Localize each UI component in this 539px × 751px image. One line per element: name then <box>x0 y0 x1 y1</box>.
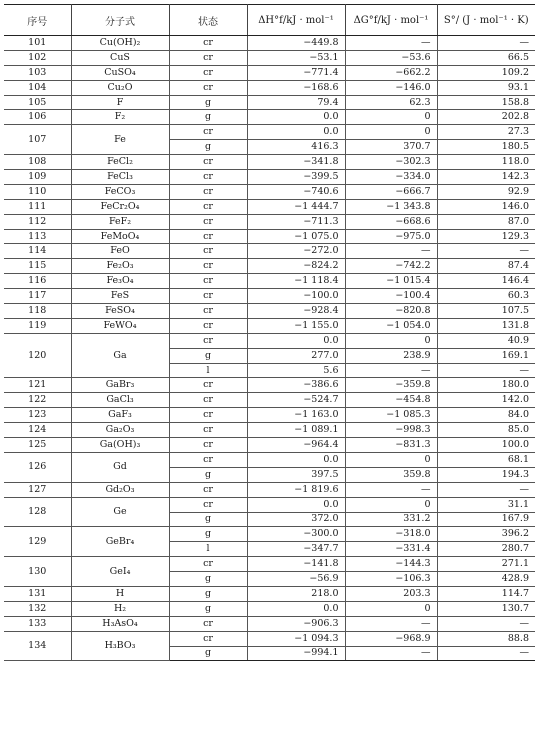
row-state: cr <box>169 333 247 348</box>
row-entropy: 131.8 <box>437 318 535 333</box>
row-entropy: 129.3 <box>437 229 535 244</box>
row-state: cr <box>169 274 247 289</box>
row-enthalpy: 0.0 <box>247 601 345 616</box>
row-entropy: 114.7 <box>437 586 535 601</box>
row-gibbs: −975.0 <box>345 229 437 244</box>
thermodynamic-data-table-page <box>4 4 535 661</box>
row-enthalpy: −1 118.4 <box>247 274 345 289</box>
row-entropy: 280.7 <box>437 542 535 557</box>
row-enthalpy: 218.0 <box>247 586 345 601</box>
table-row <box>4 65 535 80</box>
table-row <box>4 452 535 467</box>
row-gibbs: −666.7 <box>345 184 437 199</box>
row-gibbs: −968.9 <box>345 631 437 646</box>
row-entropy: 31.1 <box>437 497 535 512</box>
row-entropy: 60.3 <box>437 289 535 304</box>
row-entropy: 169.1 <box>437 348 535 363</box>
row-enthalpy: 0.0 <box>247 110 345 125</box>
row-gibbs: — <box>345 482 437 497</box>
row-enthalpy: 397.5 <box>247 467 345 482</box>
row-gibbs: −106.3 <box>345 572 437 587</box>
row-enthalpy: −272.0 <box>247 244 345 259</box>
row-enthalpy: 0.0 <box>247 333 345 348</box>
table-row <box>4 333 535 348</box>
row-state: l <box>169 363 247 378</box>
table-row <box>4 527 535 542</box>
row-formula: F₂ <box>71 110 169 125</box>
row-entropy: 87.0 <box>437 214 535 229</box>
row-gibbs: 370.7 <box>345 140 437 155</box>
row-enthalpy: −1 444.7 <box>247 199 345 214</box>
row-gibbs: −1 054.0 <box>345 318 437 333</box>
row-enthalpy: −1 075.0 <box>247 229 345 244</box>
row-gibbs: −454.8 <box>345 393 437 408</box>
row-formula: FeSO₄ <box>71 304 169 319</box>
row-formula: FeWO₄ <box>71 318 169 333</box>
table-row <box>4 199 535 214</box>
row-gibbs: −302.3 <box>345 155 437 170</box>
table-row <box>4 170 535 185</box>
row-index: 129 <box>4 527 71 557</box>
row-enthalpy: −141.8 <box>247 557 345 572</box>
row-entropy: 87.4 <box>437 259 535 274</box>
row-entropy: 118.0 <box>437 155 535 170</box>
row-enthalpy: −824.2 <box>247 259 345 274</box>
table-row <box>4 393 535 408</box>
row-enthalpy: −964.4 <box>247 438 345 453</box>
row-entropy: 396.2 <box>437 527 535 542</box>
row-formula: Fe₃O₄ <box>71 274 169 289</box>
row-entropy: 130.7 <box>437 601 535 616</box>
row-gibbs: −331.4 <box>345 542 437 557</box>
row-enthalpy: −906.3 <box>247 616 345 631</box>
row-state: g <box>169 512 247 527</box>
row-formula: Ga <box>71 333 169 378</box>
row-formula: FeCO₃ <box>71 184 169 199</box>
row-formula: GeBr₄ <box>71 527 169 557</box>
row-index: 121 <box>4 378 71 393</box>
row-state: g <box>169 586 247 601</box>
row-state: cr <box>169 80 247 95</box>
row-enthalpy: 416.3 <box>247 140 345 155</box>
row-index: 130 <box>4 557 71 587</box>
table-row <box>4 36 535 51</box>
row-entropy: 84.0 <box>437 408 535 423</box>
row-entropy: — <box>437 244 535 259</box>
row-entropy: 194.3 <box>437 467 535 482</box>
row-formula: GaCl₃ <box>71 393 169 408</box>
row-enthalpy: −1 819.6 <box>247 482 345 497</box>
row-entropy: 27.3 <box>437 125 535 140</box>
row-index: 105 <box>4 95 71 110</box>
row-enthalpy: −386.6 <box>247 378 345 393</box>
table-row <box>4 616 535 631</box>
table-row <box>4 423 535 438</box>
row-index: 128 <box>4 497 71 527</box>
row-entropy: — <box>437 616 535 631</box>
row-gibbs: 0 <box>345 110 437 125</box>
row-enthalpy: −449.8 <box>247 36 345 51</box>
row-state: cr <box>169 125 247 140</box>
row-state: cr <box>169 259 247 274</box>
row-entropy: 109.2 <box>437 65 535 80</box>
row-formula: Fe₂O₃ <box>71 259 169 274</box>
row-state: cr <box>169 482 247 497</box>
row-state: cr <box>169 170 247 185</box>
row-index: 120 <box>4 333 71 378</box>
row-gibbs: — <box>345 244 437 259</box>
row-entropy: 428.9 <box>437 572 535 587</box>
row-state: g <box>169 646 247 661</box>
row-gibbs: 0 <box>345 601 437 616</box>
row-enthalpy: −100.0 <box>247 289 345 304</box>
row-enthalpy: 372.0 <box>247 512 345 527</box>
row-formula: Ga(OH)₃ <box>71 438 169 453</box>
row-gibbs: 0 <box>345 452 437 467</box>
row-entropy: 202.8 <box>437 110 535 125</box>
row-enthalpy: 0.0 <box>247 125 345 140</box>
row-state: cr <box>169 557 247 572</box>
row-index: 102 <box>4 50 71 65</box>
table-row <box>4 259 535 274</box>
row-enthalpy: 5.6 <box>247 363 345 378</box>
row-gibbs: −334.0 <box>345 170 437 185</box>
row-formula: Cu(OH)₂ <box>71 36 169 51</box>
row-state: cr <box>169 423 247 438</box>
row-enthalpy: 0.0 <box>247 497 345 512</box>
row-index: 114 <box>4 244 71 259</box>
row-formula: Gd₂O₃ <box>71 482 169 497</box>
row-formula: Ga₂O₃ <box>71 423 169 438</box>
row-gibbs: 238.9 <box>345 348 437 363</box>
row-entropy: 88.8 <box>437 631 535 646</box>
row-formula: GaBr₃ <box>71 378 169 393</box>
row-formula: CuS <box>71 50 169 65</box>
row-enthalpy: −1 155.0 <box>247 318 345 333</box>
table-row <box>4 274 535 289</box>
row-enthalpy: 277.0 <box>247 348 345 363</box>
row-state: g <box>169 110 247 125</box>
table-row <box>4 155 535 170</box>
row-gibbs: −53.6 <box>345 50 437 65</box>
table-row <box>4 184 535 199</box>
row-state: cr <box>169 229 247 244</box>
row-state: cr <box>169 289 247 304</box>
row-entropy: 66.5 <box>437 50 535 65</box>
header-gibbs: ΔG°f/kJ · mol⁻¹ <box>345 5 437 36</box>
row-enthalpy: −399.5 <box>247 170 345 185</box>
row-formula: FeCl₂ <box>71 155 169 170</box>
row-gibbs: −662.2 <box>345 65 437 80</box>
row-enthalpy: −928.4 <box>247 304 345 319</box>
header-state: 状态 <box>169 5 247 36</box>
row-gibbs: −668.6 <box>345 214 437 229</box>
row-index: 124 <box>4 423 71 438</box>
row-gibbs: −1 015.4 <box>345 274 437 289</box>
row-state: l <box>169 542 247 557</box>
row-formula: H₃BO₃ <box>71 631 169 661</box>
row-state: g <box>169 140 247 155</box>
row-state: g <box>169 348 247 363</box>
row-state: g <box>169 527 247 542</box>
row-index: 107 <box>4 125 71 155</box>
table-row <box>4 601 535 616</box>
row-index: 110 <box>4 184 71 199</box>
row-enthalpy: −300.0 <box>247 527 345 542</box>
row-gibbs: — <box>345 36 437 51</box>
row-gibbs: — <box>345 363 437 378</box>
row-index: 123 <box>4 408 71 423</box>
row-enthalpy: −771.4 <box>247 65 345 80</box>
row-entropy: — <box>437 646 535 661</box>
row-entropy: 142.0 <box>437 393 535 408</box>
row-gibbs: −820.8 <box>345 304 437 319</box>
row-formula: FeS <box>71 289 169 304</box>
row-gibbs: 203.3 <box>345 586 437 601</box>
row-index: 118 <box>4 304 71 319</box>
row-gibbs: −1 343.8 <box>345 199 437 214</box>
row-enthalpy: −347.7 <box>247 542 345 557</box>
row-gibbs: −144.3 <box>345 557 437 572</box>
row-index: 115 <box>4 259 71 274</box>
row-entropy: 146.0 <box>437 199 535 214</box>
row-formula: GeI₄ <box>71 557 169 587</box>
table-row <box>4 125 535 140</box>
table-body <box>4 36 535 661</box>
row-state: cr <box>169 616 247 631</box>
table-row <box>4 304 535 319</box>
row-entropy: 40.9 <box>437 333 535 348</box>
row-entropy: — <box>437 36 535 51</box>
row-gibbs: −359.8 <box>345 378 437 393</box>
table-row <box>4 95 535 110</box>
row-state: cr <box>169 378 247 393</box>
row-enthalpy: −994.1 <box>247 646 345 661</box>
row-gibbs: 331.2 <box>345 512 437 527</box>
table-row <box>4 438 535 453</box>
row-state: cr <box>169 318 247 333</box>
table-row <box>4 214 535 229</box>
row-state: cr <box>169 304 247 319</box>
row-formula: H <box>71 586 169 601</box>
row-formula: Cu₂O <box>71 80 169 95</box>
row-state: cr <box>169 438 247 453</box>
row-index: 125 <box>4 438 71 453</box>
row-index: 119 <box>4 318 71 333</box>
row-gibbs: −1 085.3 <box>345 408 437 423</box>
row-state: cr <box>169 408 247 423</box>
table-row <box>4 408 535 423</box>
row-entropy: 107.5 <box>437 304 535 319</box>
row-index: 112 <box>4 214 71 229</box>
row-state: g <box>169 467 247 482</box>
table-row <box>4 586 535 601</box>
row-enthalpy: −341.8 <box>247 155 345 170</box>
row-entropy: 158.8 <box>437 95 535 110</box>
table-row <box>4 318 535 333</box>
row-index: 131 <box>4 586 71 601</box>
row-gibbs: −100.4 <box>345 289 437 304</box>
row-entropy: 271.1 <box>437 557 535 572</box>
row-index: 111 <box>4 199 71 214</box>
row-formula: FeF₂ <box>71 214 169 229</box>
row-entropy: 93.1 <box>437 80 535 95</box>
row-entropy: 85.0 <box>437 423 535 438</box>
row-formula: FeO <box>71 244 169 259</box>
row-gibbs: 359.8 <box>345 467 437 482</box>
row-gibbs: −146.0 <box>345 80 437 95</box>
row-entropy: 68.1 <box>437 452 535 467</box>
row-state: cr <box>169 452 247 467</box>
row-index: 113 <box>4 229 71 244</box>
row-enthalpy: −740.6 <box>247 184 345 199</box>
row-formula: CuSO₄ <box>71 65 169 80</box>
row-state: cr <box>169 214 247 229</box>
row-index: 133 <box>4 616 71 631</box>
header-row <box>4 5 535 36</box>
row-enthalpy: −53.1 <box>247 50 345 65</box>
row-enthalpy: −1 163.0 <box>247 408 345 423</box>
row-formula: GaF₃ <box>71 408 169 423</box>
row-formula: FeMoO₄ <box>71 229 169 244</box>
row-index: 134 <box>4 631 71 661</box>
row-gibbs: −742.2 <box>345 259 437 274</box>
row-entropy: 92.9 <box>437 184 535 199</box>
row-state: g <box>169 572 247 587</box>
table-row <box>4 557 535 572</box>
table-row <box>4 229 535 244</box>
table-row <box>4 244 535 259</box>
row-enthalpy: 79.4 <box>247 95 345 110</box>
row-entropy: 142.3 <box>437 170 535 185</box>
row-formula: F <box>71 95 169 110</box>
row-formula: H₃AsO₄ <box>71 616 169 631</box>
row-gibbs: −831.3 <box>345 438 437 453</box>
table-row <box>4 378 535 393</box>
row-index: 101 <box>4 36 71 51</box>
row-enthalpy: 0.0 <box>247 452 345 467</box>
header-entropy: S°/ (J · mol⁻¹ · K) <box>437 5 535 36</box>
row-gibbs: −998.3 <box>345 423 437 438</box>
row-state: cr <box>169 65 247 80</box>
row-state: cr <box>169 50 247 65</box>
row-formula: H₂ <box>71 601 169 616</box>
row-index: 103 <box>4 65 71 80</box>
table-row <box>4 631 535 646</box>
row-state: cr <box>169 244 247 259</box>
table-row <box>4 110 535 125</box>
table-row <box>4 289 535 304</box>
row-entropy: 146.4 <box>437 274 535 289</box>
row-index: 106 <box>4 110 71 125</box>
header-formula: 分子式 <box>71 5 169 36</box>
row-entropy: 167.9 <box>437 512 535 527</box>
row-index: 104 <box>4 80 71 95</box>
row-index: 117 <box>4 289 71 304</box>
row-index: 108 <box>4 155 71 170</box>
row-index: 109 <box>4 170 71 185</box>
row-formula: FeCr₂O₄ <box>71 199 169 214</box>
table-row <box>4 80 535 95</box>
header-index: 序号 <box>4 5 71 36</box>
row-entropy: 180.0 <box>437 378 535 393</box>
row-formula: Gd <box>71 452 169 482</box>
row-gibbs: 0 <box>345 333 437 348</box>
row-gibbs: −318.0 <box>345 527 437 542</box>
row-state: g <box>169 601 247 616</box>
row-enthalpy: −168.6 <box>247 80 345 95</box>
row-gibbs: — <box>345 616 437 631</box>
row-enthalpy: −1 094.3 <box>247 631 345 646</box>
row-formula: Fe <box>71 125 169 155</box>
row-gibbs: — <box>345 646 437 661</box>
row-enthalpy: −56.9 <box>247 572 345 587</box>
row-gibbs: 0 <box>345 125 437 140</box>
row-entropy: — <box>437 363 535 378</box>
row-state: cr <box>169 393 247 408</box>
row-gibbs: 62.3 <box>345 95 437 110</box>
row-formula: Ge <box>71 497 169 527</box>
row-state: cr <box>169 155 247 170</box>
table-row <box>4 482 535 497</box>
row-enthalpy: −524.7 <box>247 393 345 408</box>
row-index: 122 <box>4 393 71 408</box>
row-state: cr <box>169 36 247 51</box>
row-state: cr <box>169 631 247 646</box>
row-enthalpy: −711.3 <box>247 214 345 229</box>
row-state: cr <box>169 497 247 512</box>
row-index: 132 <box>4 601 71 616</box>
row-state: cr <box>169 199 247 214</box>
thermodynamic-data-table <box>4 4 535 661</box>
table-row <box>4 50 535 65</box>
row-index: 127 <box>4 482 71 497</box>
row-entropy: 180.5 <box>437 140 535 155</box>
row-index: 116 <box>4 274 71 289</box>
row-state: cr <box>169 184 247 199</box>
row-state: g <box>169 95 247 110</box>
header-enthalpy: ΔH°f/kJ · mol⁻¹ <box>247 5 345 36</box>
row-entropy: — <box>437 482 535 497</box>
row-gibbs: 0 <box>345 497 437 512</box>
row-index: 126 <box>4 452 71 482</box>
table-row <box>4 497 535 512</box>
row-entropy: 100.0 <box>437 438 535 453</box>
row-enthalpy: −1 089.1 <box>247 423 345 438</box>
row-formula: FeCl₃ <box>71 170 169 185</box>
